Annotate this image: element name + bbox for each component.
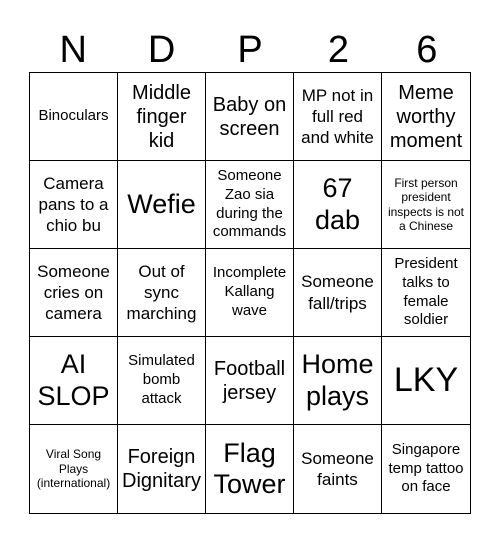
bingo-cell[interactable] [382, 73, 470, 161]
bingo-cell-text: Someone fall/trips [301, 272, 374, 313]
bingo-cell-text: Wefie [127, 188, 196, 219]
bingo-cell-text: Football jersey [213, 357, 286, 404]
bingo-cell-text: Home plays [301, 349, 374, 411]
header-letter-d: D [147, 29, 176, 71]
bingo-cell[interactable] [206, 337, 294, 425]
bingo-cell[interactable] [206, 161, 294, 249]
bingo-cell-text: Middle finger kid [132, 81, 191, 152]
bingo-cell-text: Foreign Dignitary [122, 446, 201, 492]
bingo-cell-text: Binoculars [38, 107, 109, 125]
bingo-cell-text: Simulated bomb attack [128, 352, 195, 407]
bingo-cell[interactable] [118, 337, 206, 425]
bingo-cell[interactable] [206, 425, 294, 513]
bingo-cell[interactable] [294, 73, 382, 161]
bingo-cell-text: First person president inspects is not a Chinese [387, 175, 465, 233]
bingo-cell[interactable] [382, 161, 470, 249]
bingo-cell[interactable] [206, 249, 294, 337]
bingo-cell-text: Meme worthy moment [389, 81, 463, 152]
bingo-cell[interactable] [30, 337, 118, 425]
bingo-cell[interactable] [294, 337, 382, 425]
bingo-cell[interactable] [382, 425, 470, 513]
bingo-cell-text: Someone cries on camera [37, 261, 110, 324]
bingo-cell-text: LKY [393, 360, 459, 399]
header-letter-2: 2 [327, 29, 349, 71]
bingo-cell-text: 67 dab [314, 173, 361, 235]
bingo-cell[interactable] [30, 161, 118, 249]
bingo-cell-text: President talks to female soldier [394, 255, 458, 329]
bingo-cell-text: Baby on screen [212, 93, 287, 140]
bingo-cell-text: MP not in full red and white [301, 85, 374, 148]
bingo-cell[interactable] [30, 73, 118, 161]
bingo-cell[interactable] [30, 425, 118, 513]
bingo-cell[interactable] [118, 249, 206, 337]
header-letter-n: N [59, 29, 87, 71]
bingo-cell[interactable] [206, 73, 294, 161]
bingo-header [29, 28, 471, 72]
bingo-cell[interactable] [294, 425, 382, 513]
bingo-cell[interactable] [294, 161, 382, 249]
bingo-cell[interactable] [118, 161, 206, 249]
bingo-cell-text: Someone Zao sia during the commands [212, 167, 287, 241]
bingo-cell-text: Someone faints [301, 448, 374, 489]
header-letter-6: 6 [416, 29, 438, 71]
bingo-cell-text: AI SLOP [37, 349, 110, 411]
bingo-cell-text: Out of sync marching [126, 261, 197, 324]
header-letter-p: P [237, 29, 263, 71]
bingo-cell[interactable] [118, 73, 206, 161]
bingo-board [29, 72, 471, 514]
bingo-cell-text: Flag Tower [213, 437, 286, 499]
bingo-cell[interactable] [382, 249, 470, 337]
bingo-cell[interactable] [382, 337, 470, 425]
bingo-cell-text: Singapore temp tattoo on face [388, 440, 464, 496]
bingo-cell[interactable] [294, 249, 382, 337]
bingo-cell[interactable] [30, 249, 118, 337]
bingo-cell[interactable] [118, 425, 206, 513]
bingo-cell-text: Incomplete Kallang wave [212, 264, 287, 319]
bingo-cell-text: Camera pans to a chio bu [38, 173, 109, 236]
bingo-cell-text: Viral Song Plays (international) [36, 447, 111, 491]
